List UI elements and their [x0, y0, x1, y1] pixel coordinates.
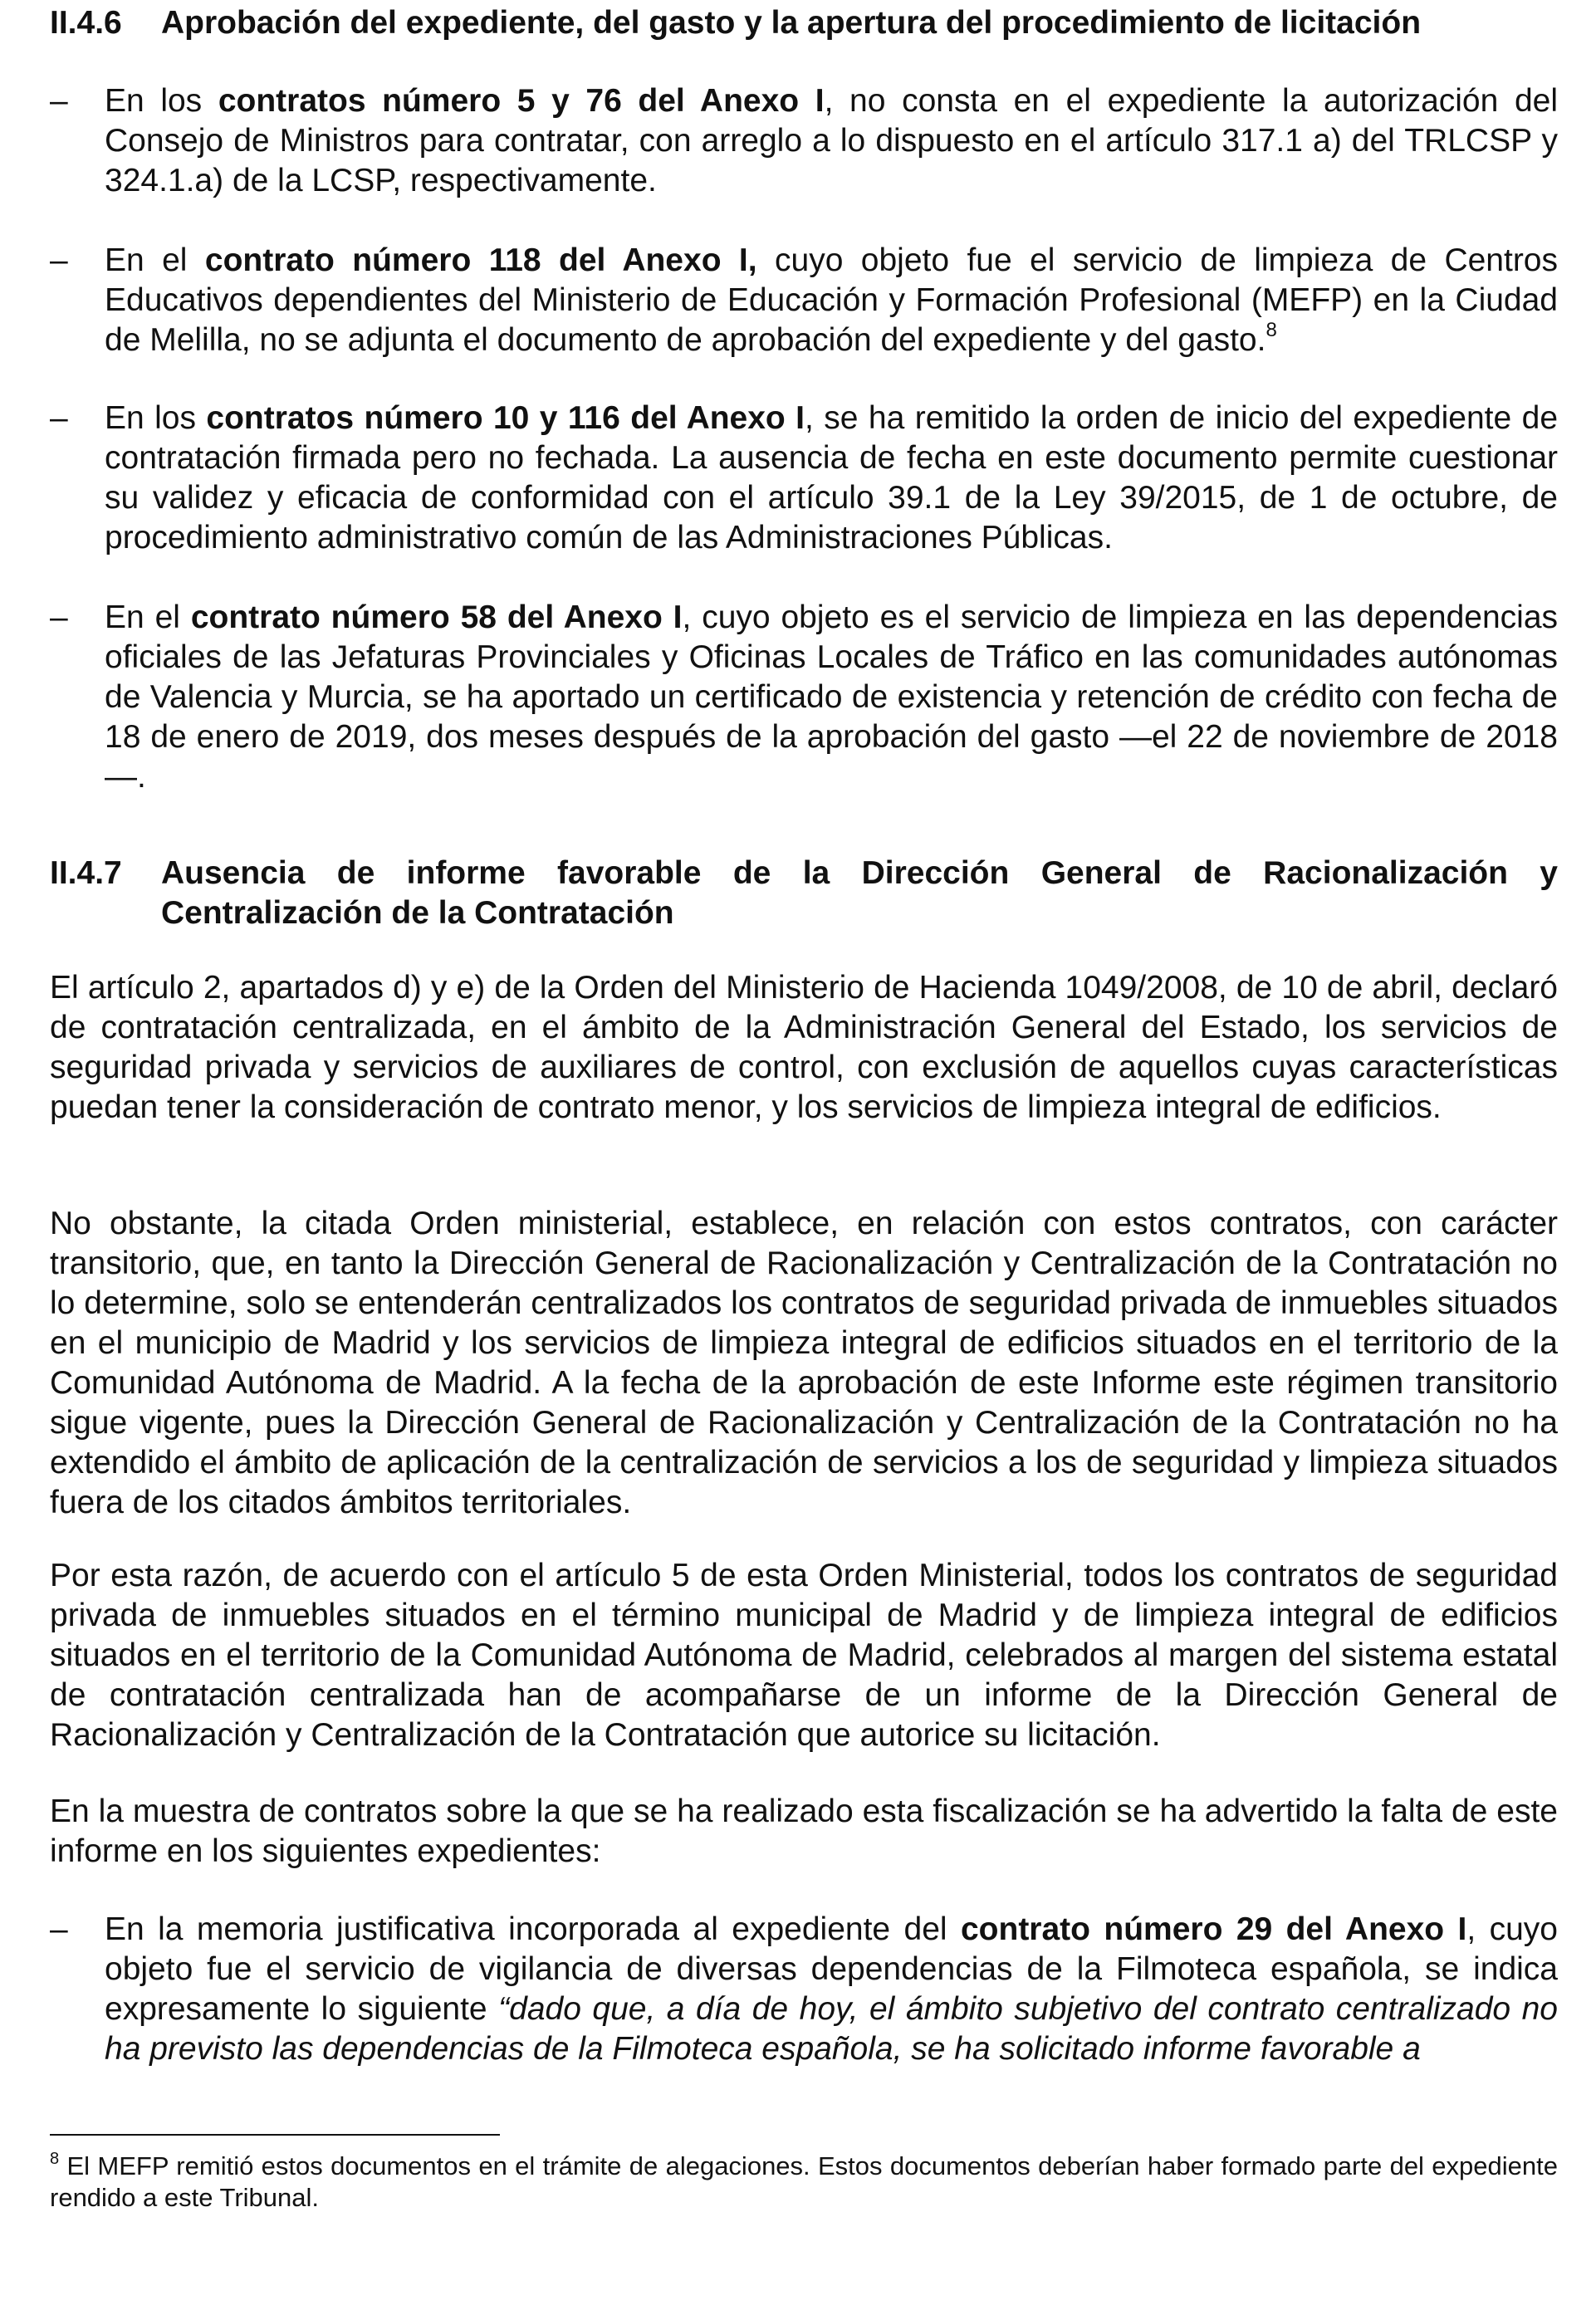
section-number: II.4.7	[50, 855, 122, 891]
footnote-separator	[50, 2134, 500, 2136]
body-paragraph: No obstante, la citada Orden ministerial, establece, en relación con estos contratos, con carácter transitorio, que, en tanto la Dirección General de Racionalización y Centralización de la Contratación no lo determine, solo se entenderán centralizados los contratos de seguridad privada de inmuebles situados en el municipio de Madrid y los servicios de limpieza integral de edificios situados en el territorio de la Comunidad Autónoma de Madrid. A la fecha de la aprobación de este Informe este régimen transitorio sigue vigente, pues la Dirección General de Racionalización y Centralización de la Contratación no ha extendido el ámbito de aplicación de la centralización de servicios a los de seguridad y limpieza situados fuera de los citados ámbitos territoriales.	[50, 1206, 1558, 1520]
footnote-number: 8	[50, 2150, 60, 2168]
list-item-text: En la memoria justificativa incorporada al expediente del contrato número 29 del Anexo I, cuyo objeto fue el servicio de vigilancia de diversas dependencias de la Filmoteca española, se indica expresamente lo siguiente “dado que, a día de hoy, el ámbito subjetivo del contrato centralizado no ha previsto las dependencias de la Filmoteca española, se ha solicitado informe favorable a	[105, 1911, 1559, 2067]
footnote	[50, 2151, 1558, 2214]
bullet-dash: –	[50, 1911, 68, 1947]
contract-reference: contratos número 10 y 116 del Anexo I	[206, 400, 805, 436]
list-item-text: En los contratos número 10 y 116 del Anexo I, se ha remitido la orden de inicio del expediente de contratación firmada pero no fechada. La ausencia de fecha en este documento permite cuestionar su validez y eficacia de conformidad con el artículo 39.1 de la Ley 39/2015, de 1 de octubre, de procedimiento administrativo común de las Administraciones Públicas.	[105, 400, 1559, 555]
list-item-text: En el contrato número 58 del Anexo I, cuyo objeto es el servicio de limpieza en las dependencias oficiales de las Jefaturas Provinciales y Oficinas Locales de Tráfico en las comunidades autónomas de Valencia y Murcia, se ha aportado un certificado de existencia y retención de crédito con fecha de 18 de enero de 2019, dos meses después de la aprobación del gasto —el 22 de noviembre de 2018—.	[105, 599, 1559, 795]
bullet-dash: –	[50, 83, 68, 119]
footnote-text: El MEFP remitió estos documentos en el trámite de alegaciones. Estos documentos deberían haber formado parte del expediente rendido a este Tribunal.	[50, 2151, 1558, 2212]
contract-reference: contrato número 58 del Anexo I	[190, 599, 683, 635]
footnote-reference: 8	[1266, 319, 1277, 341]
contract-reference: contratos número 5 y 76 del Anexo I	[218, 83, 825, 119]
body-paragraph: El artículo 2, apartados d) y e) de la Orden del Ministerio de Hacienda 1049/2008, de 10 de abril, declaró de contratación centralizada, en el ámbito de la Administración General del Estado, los servicios de seguridad privada y servicios de auxiliares de control, con exclusión de aquellos cuyas características puedan tener la consideración de contrato menor, y los servicios de limpieza integral de edificios.	[50, 970, 1558, 1125]
bullet-dash: –	[50, 599, 68, 635]
bullet-dash: –	[50, 400, 68, 436]
quoted-text: “dado que, a día de hoy, el ámbito subjetivo del contrato centralizado no ha previsto las dependencias de la Filmoteca española, se ha solicitado informe favorable a	[105, 1991, 1558, 2067]
body-paragraph: Por esta razón, de acuerdo con el artículo 5 de esta Orden Ministerial, todos los contratos de seguridad privada de inmuebles situados en el término municipal de Madrid y de limpieza integral de edificios situados en el territorio de la Comunidad Autónoma de Madrid, celebrados al margen del sistema estatal de contratación centralizada han de acompañarse de un informe de la Dirección General de Racionalización y Centralización de la Contratación que autorice su licitación.	[50, 1558, 1558, 1753]
contract-reference: contrato número 29 del Anexo I	[960, 1911, 1467, 1947]
section-number: II.4.6	[50, 5, 122, 41]
list-item-text: En el contrato número 118 del Anexo I, cuyo objeto fue el servicio de limpieza de Centros Educativos dependientes del Ministerio de Educación y Formación Profesional (MEFP) en la Ciudad de Melilla, no se adjunta el documento de aprobación del expediente y del gasto.$^8$	[105, 242, 1559, 358]
bullet-dash: –	[50, 242, 68, 278]
body-paragraph: En la muestra de contratos sobre la que se ha realizado esta fiscalización se ha advertido la falta de este informe en los siguientes expedientes:	[50, 1794, 1558, 1869]
contract-reference: contrato número 118 del Anexo I,	[204, 242, 757, 278]
list-item-text: En los contratos número 5 y 76 del Anexo I, no consta en el expediente la autorización del Consejo de Ministros para contratar, con arreglo a lo dispuesto en el artículo 317.1 a) del TRLCSP y 324.1.a) de la LCSP, respectivamente.	[105, 83, 1558, 198]
section-title: Ausencia de informe favorable de la Dirección General de Racionalización y Centralización de la Contratación	[161, 855, 1558, 931]
section-title: Aprobación del expediente, del gasto y la apertura del procedimiento de licitación	[161, 5, 1422, 41]
